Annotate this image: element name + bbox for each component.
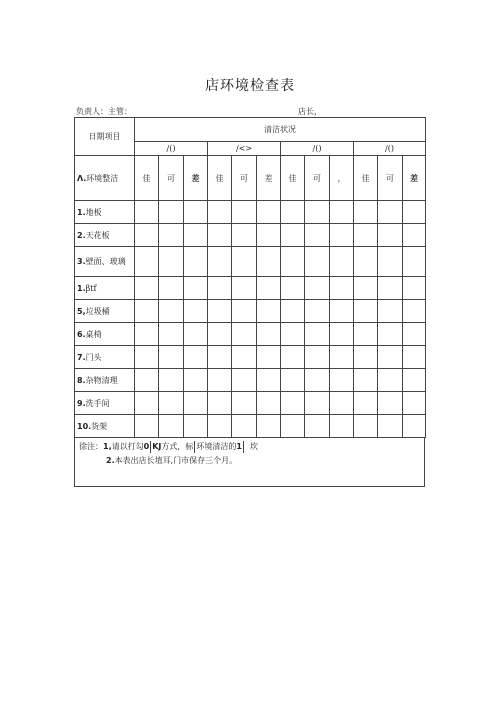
note-line-2: 2.本表出店长埴耳,门市保存三个月。 [106,456,238,465]
check-cell[interactable] [257,392,281,415]
check-cell[interactable] [208,415,232,438]
check-cell[interactable] [378,300,403,323]
check-cell[interactable] [330,392,354,415]
check-cell[interactable] [159,201,184,224]
check-cell[interactable] [257,247,281,277]
check-cell[interactable] [135,300,159,323]
check-cell[interactable] [208,277,232,300]
item-label: 5,垃圾桶 [75,300,135,323]
check-cell[interactable] [232,392,257,415]
check-cell[interactable] [232,415,257,438]
grade-ok: 可 [378,156,403,201]
table-row [75,415,426,438]
store-manager-label: 店长， [298,107,322,116]
check-cell[interactable] [184,392,208,415]
check-cell[interactable] [232,323,257,346]
check-cell[interactable] [354,346,378,369]
check-cell[interactable] [305,369,330,392]
check-cell[interactable] [330,369,354,392]
check-cell[interactable] [403,277,426,300]
check-cell[interactable] [208,201,232,224]
item-label: 7.门头 [75,346,135,369]
check-cell[interactable] [208,247,232,277]
table-row [75,300,426,323]
check-cell[interactable] [184,415,208,438]
grade-good: 佳 [354,156,378,201]
check-cell[interactable] [281,247,305,277]
check-cell[interactable] [378,277,403,300]
check-cell[interactable] [403,300,426,323]
check-cell[interactable] [135,201,159,224]
check-cell[interactable] [184,346,208,369]
table-row [75,201,426,224]
check-cell[interactable] [305,392,330,415]
check-cell[interactable] [403,415,426,438]
check-cell[interactable] [184,300,208,323]
note-line-1: 徐注：1,请以打勾0 KJ方式，标 环境清洁的1 坎 [79,442,259,451]
item-label: 9.洗手间 [75,392,135,415]
check-cell[interactable] [354,247,378,277]
check-cell[interactable] [305,415,330,438]
item-label: 1.地板 [75,201,135,224]
table-row [75,346,426,369]
check-cell[interactable] [330,300,354,323]
item-label: 3.壁面、玻璃 [75,247,135,277]
table-row [75,224,426,247]
check-cell[interactable] [330,247,354,277]
check-cell[interactable] [305,323,330,346]
check-cell[interactable] [208,369,232,392]
check-cell[interactable] [135,369,159,392]
grade-good: 佳 [208,156,232,201]
check-cell[interactable] [378,323,403,346]
check-cell[interactable] [184,369,208,392]
notes-section [74,438,425,487]
grade-good: 佳 [281,156,305,201]
grade-poor: 差 [403,156,426,201]
check-cell[interactable] [257,323,281,346]
check-cell[interactable] [378,224,403,247]
check-cell[interactable] [403,323,426,346]
check-cell[interactable] [135,277,159,300]
check-cell[interactable] [403,346,426,369]
check-cell[interactable] [403,392,426,415]
check-cell[interactable] [232,224,257,247]
check-cell[interactable] [135,247,159,277]
check-cell[interactable] [305,224,330,247]
check-cell[interactable] [135,323,159,346]
check-cell[interactable] [208,323,232,346]
check-cell[interactable] [159,323,184,346]
check-cell[interactable] [330,346,354,369]
check-cell[interactable] [257,415,281,438]
check-cell[interactable] [135,392,159,415]
check-cell[interactable] [208,346,232,369]
check-cell[interactable] [257,369,281,392]
check-cell[interactable] [257,346,281,369]
table-row [75,323,426,346]
grade-row [75,156,426,201]
check-cell[interactable] [330,201,354,224]
page-title: 店环境检查表 [205,78,295,94]
check-cell[interactable] [281,392,305,415]
check-cell[interactable] [135,346,159,369]
check-cell[interactable] [378,201,403,224]
check-cell[interactable] [184,224,208,247]
inspection-table [74,117,426,438]
date-cell[interactable]: /() [135,142,208,156]
check-cell[interactable] [305,201,330,224]
check-cell[interactable] [354,392,378,415]
check-cell[interactable] [378,392,403,415]
check-cell[interactable] [184,247,208,277]
check-cell[interactable] [159,300,184,323]
check-cell[interactable] [208,300,232,323]
check-cell[interactable] [184,323,208,346]
check-cell[interactable] [232,300,257,323]
item-label: 2.天花板 [75,224,135,247]
item-label: 1.βtf [75,277,135,300]
item-label: 6.桌椅 [75,323,135,346]
check-cell[interactable] [354,323,378,346]
item-label: 8.杂物清理 [75,369,135,392]
check-cell[interactable] [281,277,305,300]
check-cell[interactable] [184,201,208,224]
check-cell[interactable] [159,415,184,438]
check-cell[interactable] [232,369,257,392]
check-cell[interactable] [354,415,378,438]
corner-label: 日期项目 [75,118,135,156]
check-cell[interactable] [403,201,426,224]
check-cell[interactable] [305,247,330,277]
grade-good: 佳 [135,156,159,201]
check-cell[interactable] [159,224,184,247]
check-cell[interactable] [354,300,378,323]
check-cell[interactable] [232,277,257,300]
check-cell[interactable] [354,224,378,247]
date-cell[interactable]: /() [354,142,426,156]
check-cell[interactable] [378,369,403,392]
check-cell[interactable] [135,224,159,247]
check-cell[interactable] [378,415,403,438]
table-row [75,392,426,415]
table-row [75,247,426,277]
check-cell[interactable] [232,247,257,277]
check-cell[interactable] [257,201,281,224]
check-cell[interactable] [159,346,184,369]
check-cell[interactable] [305,300,330,323]
check-cell[interactable] [281,300,305,323]
check-cell[interactable] [330,415,354,438]
check-cell[interactable] [330,224,354,247]
date-cell[interactable]: /() [281,142,354,156]
check-cell[interactable] [305,346,330,369]
check-cell[interactable] [378,247,403,277]
check-cell[interactable] [281,323,305,346]
grade-poor: 差 [257,156,281,201]
check-cell[interactable] [354,201,378,224]
check-cell[interactable] [159,392,184,415]
check-cell[interactable] [184,277,208,300]
date-cell[interactable]: /<> [208,142,281,156]
check-cell[interactable] [281,201,305,224]
item-label: 10.货架 [75,415,135,438]
check-cell[interactable] [257,300,281,323]
check-cell[interactable] [208,224,232,247]
check-cell[interactable] [305,277,330,300]
check-cell[interactable] [208,392,232,415]
grade-poor: ， [330,156,354,201]
check-cell[interactable] [159,369,184,392]
check-cell[interactable] [159,277,184,300]
section-label: Λ.环境整洁 [75,156,135,201]
check-cell[interactable] [232,346,257,369]
status-header-row [75,118,426,142]
check-cell[interactable] [159,247,184,277]
cleaning-status-header: 清洁状况 [135,118,426,142]
check-cell[interactable] [403,224,426,247]
check-cell[interactable] [354,277,378,300]
grade-ok: 可 [232,156,257,201]
check-cell[interactable] [403,369,426,392]
grade-ok: 可 [159,156,184,201]
check-cell[interactable] [257,277,281,300]
check-cell[interactable] [281,224,305,247]
check-cell[interactable] [281,415,305,438]
check-cell[interactable] [330,323,354,346]
table-row [75,277,426,300]
check-cell[interactable] [403,247,426,277]
check-cell[interactable] [257,224,281,247]
check-cell[interactable] [135,415,159,438]
grade-poor: 差 [184,156,208,201]
check-cell[interactable] [281,369,305,392]
table-row [75,369,426,392]
check-cell[interactable] [354,369,378,392]
check-cell[interactable] [281,346,305,369]
check-cell[interactable] [232,201,257,224]
responsible-person-label: 负责人：主管： [76,107,132,116]
grade-ok: 可 [305,156,330,201]
check-cell[interactable] [330,277,354,300]
check-cell[interactable] [378,346,403,369]
